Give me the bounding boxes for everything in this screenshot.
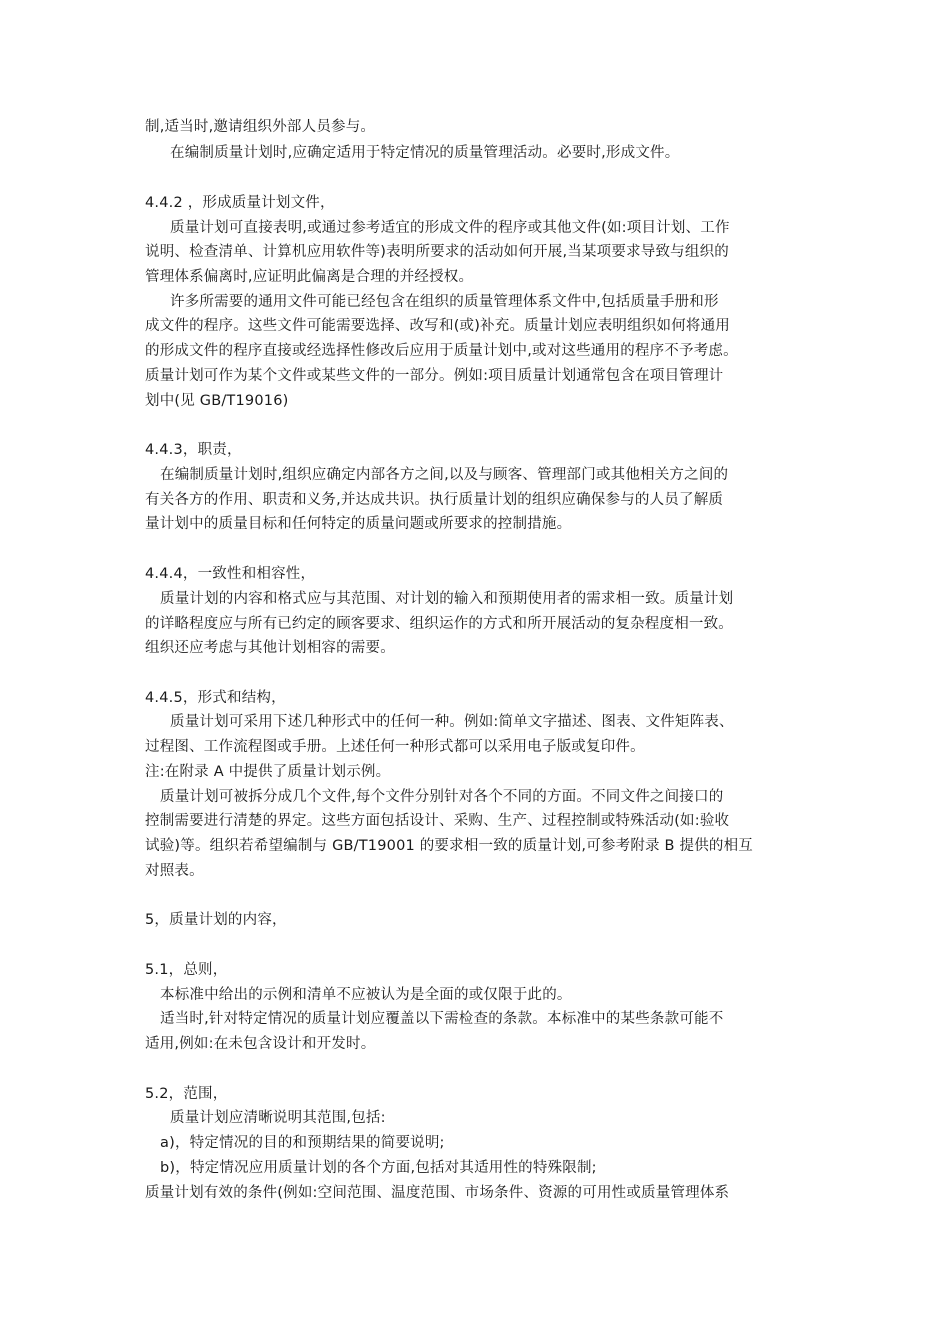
- text-line: 质量计划可直接表明,或通过参考适宜的形成文件的程序或其他文件(如:项目计划、工作: [170, 220, 730, 236]
- text-line: 适用,例如:在未包含设计和开发时。: [145, 1036, 376, 1052]
- text-line: 质量计划有效的条件(例如:空间范围、温度范围、市场条件、资源的可用性或质量管理体系: [145, 1185, 730, 1201]
- text-line: 质量计划可被拆分成几个文件,每个文件分别针对各个不同的方面。不同文件之间接口的: [160, 789, 724, 805]
- section-heading: 4.4.3，职责，: [145, 442, 242, 458]
- text-line: 质量计划的内容和格式应与其范围、对计划的输入和预期使用者的需求相一致。质量计划: [160, 591, 734, 607]
- text-line: 对照表。: [145, 863, 204, 879]
- text-line: 质量计划应清晰说明其范围,包括:: [170, 1110, 386, 1126]
- text-line: 过程图、工作流程图或手册。上述任何一种形式都可以采用电子版或复印件。: [145, 739, 645, 755]
- text-line: 许多所需要的通用文件可能已经包含在组织的质量管理体系文件中,包括质量手册和形: [170, 294, 719, 310]
- text-line: 的详略程度应与所有已约定的顾客要求、组织运作的方式和所开展活动的复杂程度相一致。: [145, 616, 733, 632]
- text-line: 本标准中给出的示例和清单不应被认为是全面的或仅限于此的。: [160, 987, 572, 1003]
- text-line: 在编制质量计划时,应确定适用于特定情况的质量管理活动。必要时,形成文件。: [170, 145, 680, 161]
- section-heading: 5，质量计划的内容，: [145, 912, 287, 928]
- text-line: 的形成文件的程序直接或经选择性修改后应用于质量计划中,或对这些通用的程序不予考虑。: [145, 343, 738, 359]
- note-line: 注:在附录 A 中提供了质量计划示例。: [145, 764, 391, 780]
- section-heading: 4.4.5，形式和结构，: [145, 690, 286, 706]
- text-line: 组织还应考虑与其他计划相容的需要。: [145, 640, 395, 656]
- section-heading: 4.4.2 ，形成质量计划文件，: [145, 195, 335, 211]
- text-line: 成文件的程序。这些文件可能需要选择、改写和(或)补充。质量计划应表明组织如何将通用: [145, 318, 731, 334]
- text-line: 说明、检查清单、计算机应用软件等)表明所要求的活动如何开展,当某项要求导致与组织的: [145, 244, 729, 260]
- section-heading: 5.1，总则，: [145, 962, 228, 978]
- text-line: 控制需要进行清楚的界定。这些方面包括设计、采购、生产、过程控制或特殊活动(如:验收: [145, 813, 730, 829]
- text-line: 管理体系偏离时,应证明此偏离是合理的并经授权。: [145, 269, 474, 285]
- text-line: 质量计划可作为某个文件或某些文件的一部分。例如:项目质量计划通常包含在项目管理计: [145, 368, 724, 384]
- text-line: 有关各方的作用、职责和义务,并达成共识。执行质量计划的组织应确保参与的人员了解质: [145, 492, 724, 508]
- list-item: b)，特定情况应用质量计划的各个方面,包括对其适用性的特殊限制;: [160, 1160, 597, 1176]
- text-line: 质量计划可采用下述几种形式中的任何一种。例如:简单文字描述、图表、文件矩阵表、: [170, 714, 734, 730]
- section-heading: 4.4.4，一致性和相容性，: [145, 566, 316, 582]
- text-line: 试验)等。组织若希望编制与 GB/T19001 的要求相一致的质量计划,可参考附录 B 提供的相互: [145, 838, 753, 854]
- text-line: 在编制质量计划时,组织应确定内部各方之间,以及与顾客、管理部门或其他相关方之间的: [160, 467, 729, 483]
- text-line: 划中(见 GB/T19016): [145, 393, 289, 409]
- text-line: 量计划中的质量目标和任何特定的质量问题或所要求的控制措施。: [145, 516, 572, 532]
- section-heading: 5.2，范围，: [145, 1086, 228, 1102]
- text-line: 制,适当时,邀请组织外部人员参与。: [145, 119, 376, 135]
- text-line: 适当时,针对特定情况的质量计划应覆盖以下需检查的条款。本标准中的某些条款可能不: [160, 1011, 724, 1027]
- list-item: a)，特定情况的目的和预期结果的简要说明;: [160, 1135, 445, 1151]
